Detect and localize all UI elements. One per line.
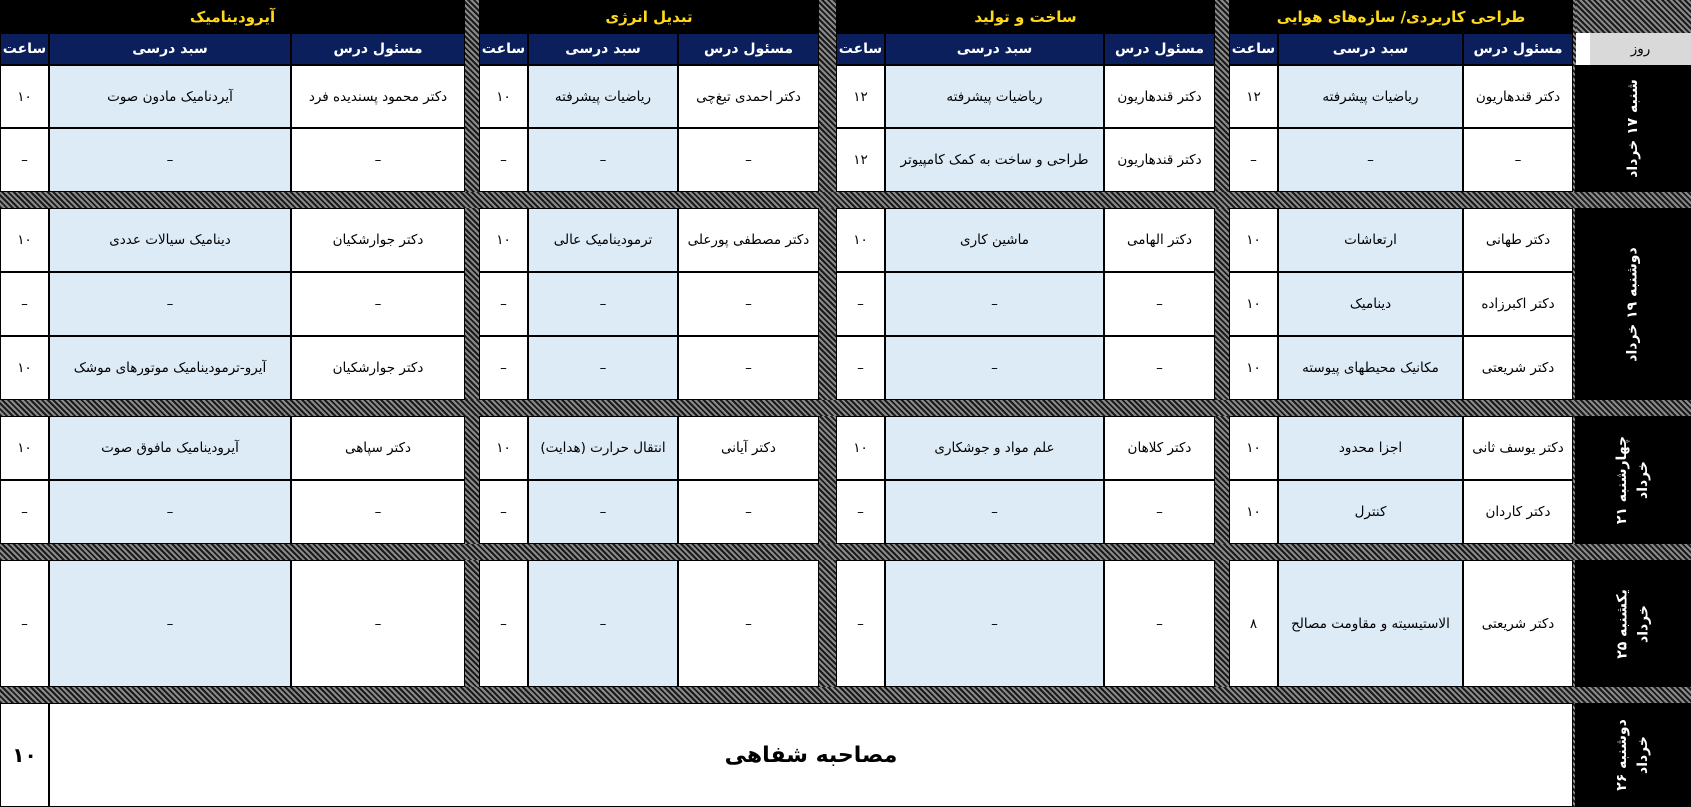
header-hour: ساعت <box>836 33 885 65</box>
hour-cell: ۱۰ <box>1229 480 1278 544</box>
course-cell: – <box>885 336 1104 400</box>
header-instructor: مسئول درس <box>1463 33 1573 65</box>
course-cell: طراحی و ساخت به کمک کامپیوتر <box>885 128 1104 192</box>
course-cell: – <box>49 560 291 687</box>
hour-cell: ۱۰ <box>0 65 49 128</box>
instructor-cell: دکتر محمود پسندیده فرد <box>291 65 465 128</box>
course-cell: – <box>885 480 1104 544</box>
separator-band <box>0 544 1691 560</box>
hour-cell: ۱۰ <box>1229 272 1278 336</box>
instructor-cell: – <box>1104 480 1215 544</box>
course-cell: – <box>528 480 678 544</box>
hour-cell: – <box>479 336 528 400</box>
instructor-cell: دکتر کلاهان <box>1104 416 1215 480</box>
day-label-text: چهارشنبه ۲۱ خرداد <box>1614 435 1651 525</box>
instructor-cell: دکتر احمدی تیغ‌چی <box>678 65 819 128</box>
final-hour-cell: ۱۰ <box>0 703 49 807</box>
course-cell: اجزا محدود <box>1278 416 1463 480</box>
instructor-cell: دکتر قندهاریون <box>1104 128 1215 192</box>
course-cell: الاستیسیته و مقاومت مصالح <box>1278 560 1463 687</box>
hour-cell: ۱۰ <box>836 208 885 272</box>
instructor-cell: – <box>1104 336 1215 400</box>
instructor-cell: – <box>1104 560 1215 687</box>
course-cell: ریاضیات پیشرفته <box>528 65 678 128</box>
day-label <box>1575 416 1691 544</box>
instructor-cell: – <box>678 336 819 400</box>
course-cell: – <box>528 336 678 400</box>
instructor-cell: دکتر طهانی <box>1463 208 1573 272</box>
final-day-label-text: دوشنبه ۲۶ خرداد <box>1614 719 1651 791</box>
instructor-cell: – <box>678 272 819 336</box>
final-day-label <box>1575 703 1691 807</box>
instructor-cell: دکتر اکبرزاده <box>1463 272 1573 336</box>
instructor-cell: دکتر جوارشکیان <box>291 208 465 272</box>
hour-cell: ۱۰ <box>0 336 49 400</box>
course-cell: آیرودینامیک مافوق صوت <box>49 416 291 480</box>
instructor-cell: دکتر یوسف ثانی <box>1463 416 1573 480</box>
header-instructor: مسئول درس <box>678 33 819 65</box>
course-cell: – <box>528 560 678 687</box>
course-cell: آیرو-ترمودینامیک موتورهای موشک <box>49 336 291 400</box>
hour-cell: ۱۲ <box>836 128 885 192</box>
instructor-cell: دکتر شریعتی <box>1463 336 1573 400</box>
hour-cell: – <box>479 128 528 192</box>
day-label-text: یکشنبه ۲۵ خرداد <box>1614 588 1651 659</box>
course-cell: ریاضیات پیشرفته <box>1278 65 1463 128</box>
separator-band <box>0 687 1691 703</box>
oral-interview-cell: مصاحبه شفاهی <box>49 703 1573 807</box>
course-cell: علم مواد و جوشکاری <box>885 416 1104 480</box>
course-cell: کنترل <box>1278 480 1463 544</box>
hour-cell: ۸ <box>1229 560 1278 687</box>
instructor-cell: دکتر جوارشکیان <box>291 336 465 400</box>
instructor-cell: دکتر آیانی <box>678 416 819 480</box>
hour-cell: ۱۰ <box>479 416 528 480</box>
day-label-text: شنبه ۱۷ خرداد <box>1624 79 1641 178</box>
course-cell: دینامیک سیالات عددی <box>49 208 291 272</box>
hour-cell: – <box>836 272 885 336</box>
group-header: تبدیل انرژی <box>479 0 819 33</box>
instructor-cell: – <box>678 128 819 192</box>
group-header: طراحی کاربردی/ سازه‌های هوایی <box>1229 0 1573 33</box>
instructor-cell: دکتر قندهاریون <box>1104 65 1215 128</box>
hour-cell: – <box>479 272 528 336</box>
header-day: روز <box>1590 33 1691 65</box>
hour-cell: – <box>479 560 528 687</box>
course-cell: – <box>49 480 291 544</box>
hour-cell: – <box>836 336 885 400</box>
course-cell: – <box>885 272 1104 336</box>
hour-cell: – <box>0 480 49 544</box>
course-cell: انتقال حرارت (هدایت) <box>528 416 678 480</box>
hour-cell: – <box>0 128 49 192</box>
header-course: سبد درسی <box>528 33 678 65</box>
course-cell: – <box>49 128 291 192</box>
course-cell: آیردنامیک مادون صوت <box>49 65 291 128</box>
instructor-cell: – <box>291 272 465 336</box>
instructor-cell: دکتر مصطفی پورعلی <box>678 208 819 272</box>
instructor-cell: دکتر شریعتی <box>1463 560 1573 687</box>
hour-cell: ۱۲ <box>1229 65 1278 128</box>
hour-cell: ۱۰ <box>1229 416 1278 480</box>
course-cell: ماشین کاری <box>885 208 1104 272</box>
header-course: سبد درسی <box>885 33 1104 65</box>
course-cell: ترمودینامیک عالی <box>528 208 678 272</box>
hour-cell: ۱۰ <box>1229 208 1278 272</box>
instructor-cell: – <box>678 560 819 687</box>
day-label-text: دوشنبه ۱۹ خرداد <box>1624 246 1641 362</box>
hour-cell: – <box>836 480 885 544</box>
day-label <box>1575 208 1691 400</box>
header-instructor: مسئول درس <box>1104 33 1215 65</box>
instructor-cell: دکتر سپاهی <box>291 416 465 480</box>
hour-cell: – <box>1229 128 1278 192</box>
day-label <box>1575 65 1691 192</box>
instructor-cell: – <box>1463 128 1573 192</box>
hour-cell: – <box>479 480 528 544</box>
course-cell: – <box>1278 128 1463 192</box>
instructor-cell: دکتر قندهاریون <box>1463 65 1573 128</box>
course-cell: دینامیک <box>1278 272 1463 336</box>
course-cell: – <box>49 272 291 336</box>
hour-cell: ۱۰ <box>479 208 528 272</box>
group-header: ساخت و تولید <box>836 0 1215 33</box>
instructor-cell: – <box>1104 272 1215 336</box>
course-cell: – <box>528 272 678 336</box>
separator-band <box>0 400 1691 416</box>
separator-band <box>1575 0 1691 33</box>
header-hour: ساعت <box>479 33 528 65</box>
hour-cell: ۱۲ <box>836 65 885 128</box>
header-hour: ساعت <box>0 33 49 65</box>
instructor-cell: – <box>678 480 819 544</box>
header-hour: ساعت <box>1229 33 1278 65</box>
instructor-cell: دکتر کاردان <box>1463 480 1573 544</box>
course-cell: ریاضیات پیشرفته <box>885 65 1104 128</box>
hour-cell: ۱۰ <box>1229 336 1278 400</box>
separator-band <box>0 192 1691 208</box>
instructor-cell: دکتر الهامی <box>1104 208 1215 272</box>
instructor-cell: – <box>291 128 465 192</box>
hour-cell: ۱۰ <box>836 416 885 480</box>
course-cell: – <box>528 128 678 192</box>
hour-cell: ۱۰ <box>0 416 49 480</box>
day-label <box>1575 560 1691 687</box>
course-cell: – <box>885 560 1104 687</box>
instructor-cell: – <box>291 560 465 687</box>
hour-cell: ۱۰ <box>479 65 528 128</box>
course-cell: مکانیک محیطهای پیوسته <box>1278 336 1463 400</box>
hour-cell: ۱۰ <box>0 208 49 272</box>
hour-cell: – <box>0 272 49 336</box>
group-header: آیرودینامیک <box>0 0 465 33</box>
header-course: سبد درسی <box>1278 33 1463 65</box>
instructor-cell: – <box>291 480 465 544</box>
hour-cell: – <box>836 560 885 687</box>
hour-cell: – <box>0 560 49 687</box>
header-course: سبد درسی <box>49 33 291 65</box>
header-instructor: مسئول درس <box>291 33 465 65</box>
course-cell: ارتعاشات <box>1278 208 1463 272</box>
